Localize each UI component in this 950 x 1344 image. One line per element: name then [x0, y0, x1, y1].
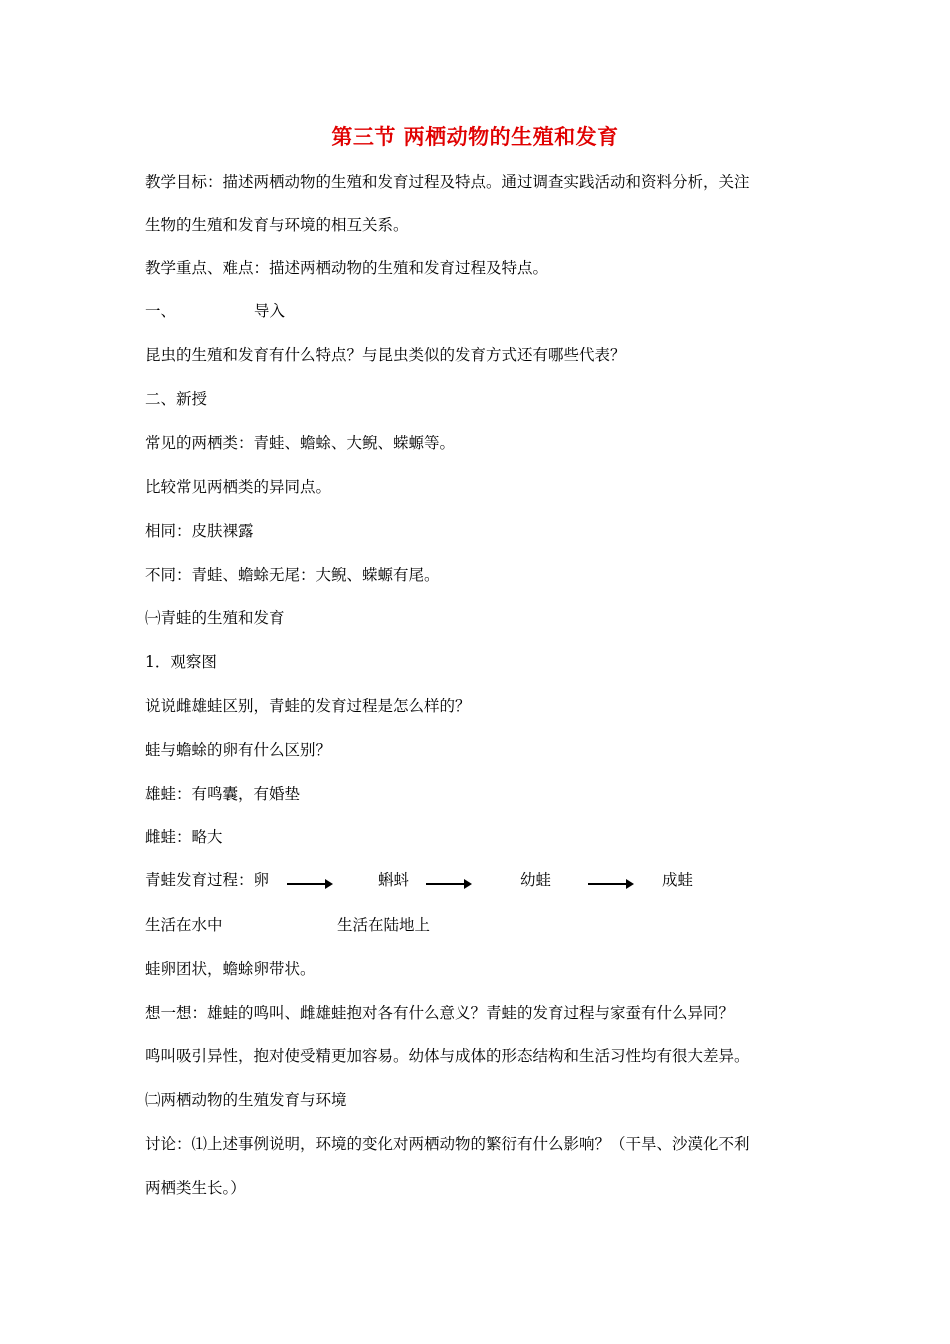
arrow-right-icon [588, 883, 632, 885]
question-2: 蛙与蟾蜍的卵有什么区别？ [145, 741, 332, 759]
eggs-line: 蛙卵团状，蟾蜍卵带状。 [145, 960, 316, 978]
habitat-water: 生活在水中 [145, 916, 223, 934]
teaching-goal-line-2: 生物的生殖和发育与环境的相互关系。 [145, 216, 409, 234]
common-amphibians: 常见的两栖类：青蛙、蟾蜍、大鲵、蝾螈等。 [145, 434, 456, 452]
think-answer: 鸣叫吸引异性，抱对使受精更加容易。幼体与成体的形态结构和生活习性均有很大差异。 [145, 1047, 750, 1065]
section-2-heading: 二、新授 [145, 390, 208, 408]
part-1-heading: ㈠青蛙的生殖和发育 [145, 609, 285, 627]
observe-line: 1．观察图 [145, 653, 217, 671]
key-points: 教学重点、难点：描述两栖动物的生殖和发育过程及特点。 [145, 259, 549, 277]
arrow-right-icon [426, 883, 470, 885]
compare-line: 比较常见两栖类的异同点。 [145, 478, 332, 496]
discussion-line-1: 讨论：⑴上述事例说明，环境的变化对两栖动物的繁衍有什么影响？（干旱、沙漠化不利 [145, 1135, 750, 1153]
question-1: 说说雌雄蛙区别，青蛙的发育过程是怎么样的？ [145, 697, 471, 715]
male-frog-line: 雄蛙：有鸣囊，有婚垫 [145, 785, 301, 803]
difference-line: 不同：青蛙、蟾蜍无尾：大鲵、蝾螈有尾。 [145, 566, 440, 584]
habitat-land: 生活在陆地上 [337, 916, 431, 934]
similarity-line: 相同：皮肤裸露 [145, 522, 254, 540]
think-question: 想一想：雄蛙的鸣叫、雌雄蛙抱对各有什么意义？青蛙的发育过程与家蚕有什么异同？ [145, 1004, 735, 1022]
frog-development-flow [145, 869, 845, 893]
discussion-line-2: 两栖类生长。） [145, 1179, 246, 1197]
part-2-heading: ㈡两栖动物的生殖发育与环境 [145, 1091, 347, 1109]
flow-stage-tadpole: 蝌蚪 [378, 871, 410, 889]
teaching-goal-line-1: 教学目标：描述两栖动物的生殖和发育过程及特点。通过调查实践活动和资料分析，关注 [145, 173, 750, 191]
female-frog-line: 雌蛙：略大 [145, 828, 223, 846]
arrow-right-icon [287, 883, 331, 885]
intro-question: 昆虫的生殖和发育有什么特点？与昆虫类似的发育方式还有哪些代表？ [145, 346, 626, 364]
flow-stage-adult: 成蛙 [662, 871, 694, 889]
section-1-title: 导入 [254, 302, 286, 320]
page-title: 第三节 两栖动物的生殖和发育 [331, 124, 619, 149]
flow-stage-froglet: 幼蛙 [520, 871, 552, 889]
section-1-number: 一、 [145, 302, 177, 320]
flow-label: 青蛙发育过程：卵 [145, 871, 270, 889]
